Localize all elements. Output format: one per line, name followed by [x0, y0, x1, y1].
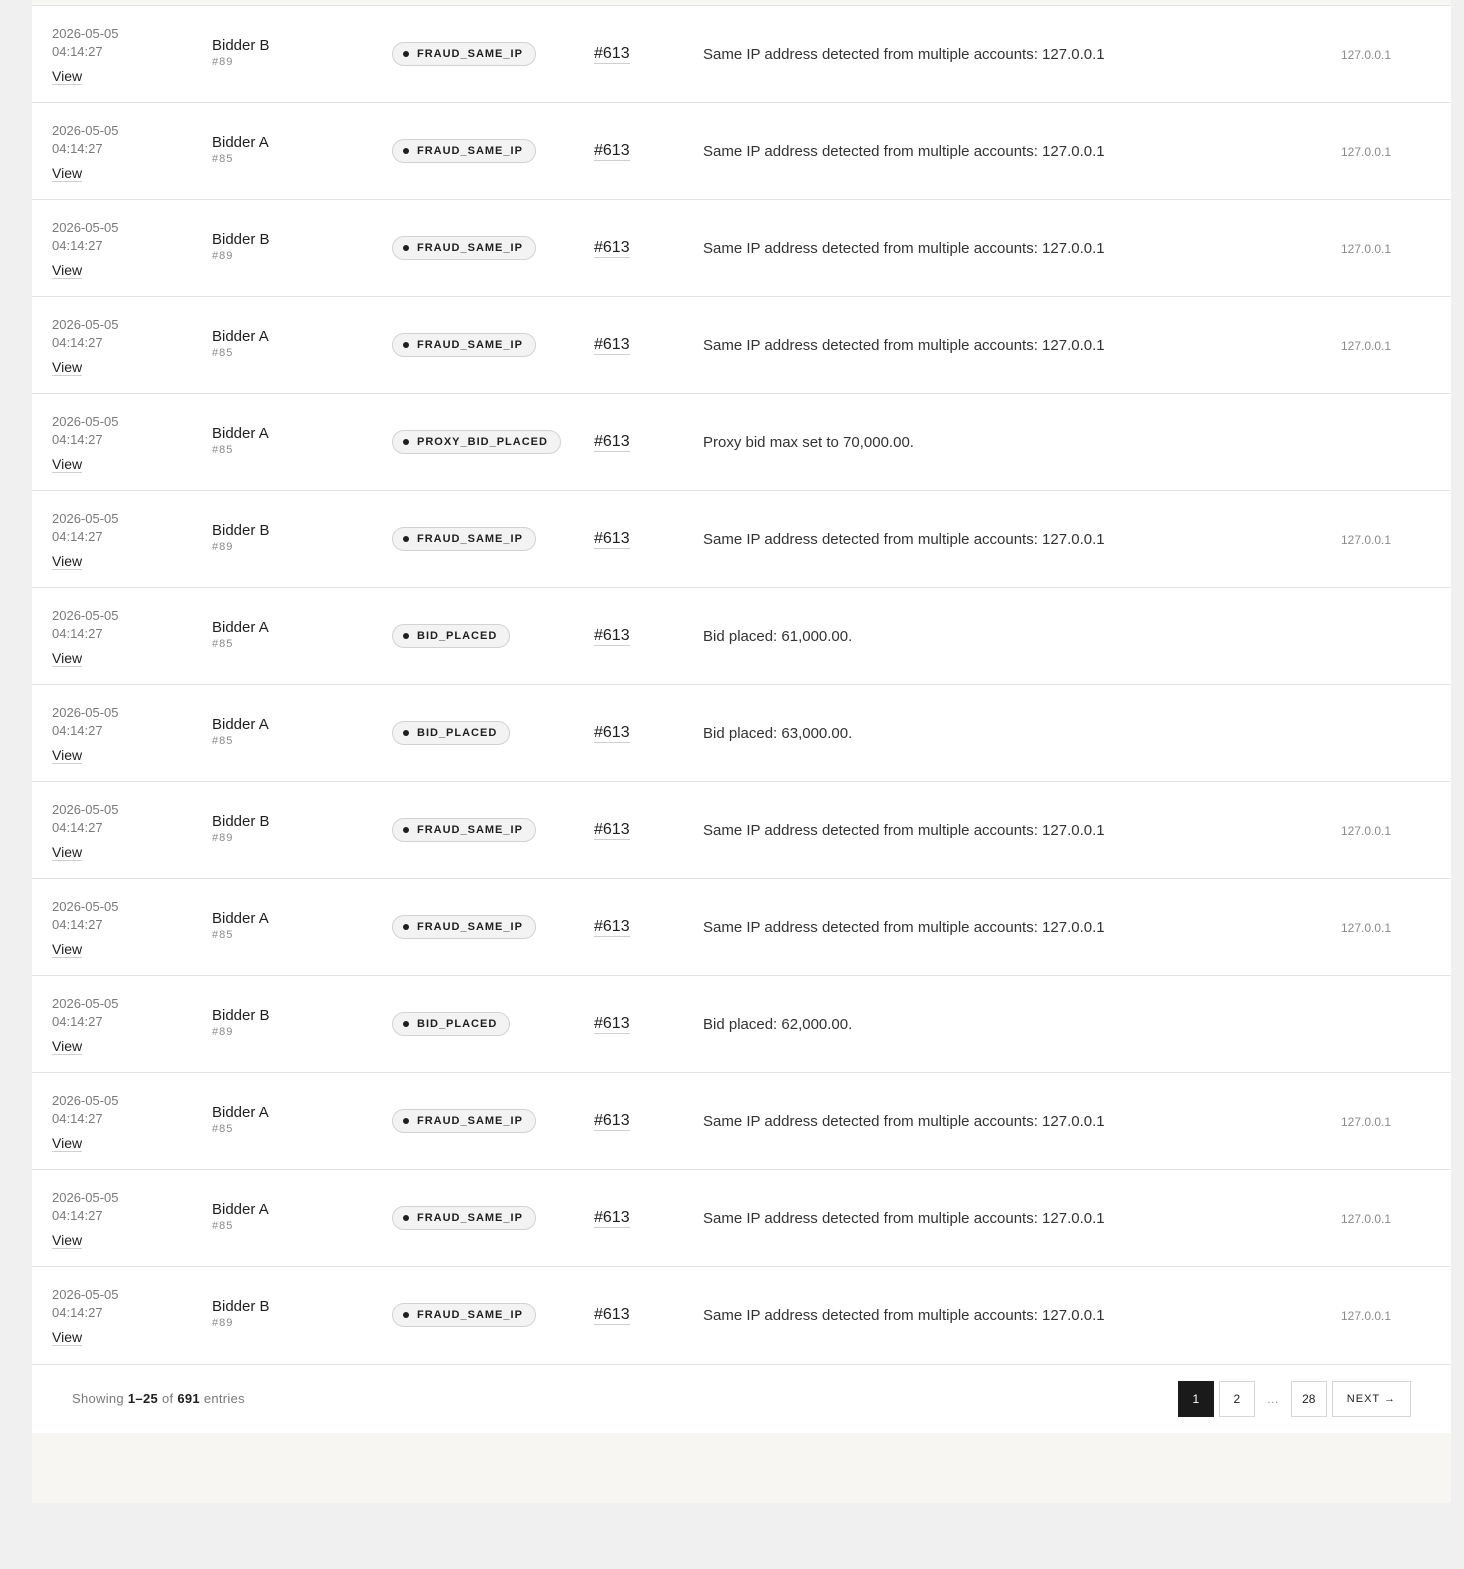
auction-ref-link[interactable]: #613 [594, 1306, 630, 1323]
log-time: 04:14:27 [52, 238, 103, 253]
event-type-badge [392, 818, 536, 842]
badge-dot-icon [403, 827, 409, 833]
event-type-badge [392, 624, 510, 648]
log-date: 2026-05-05 [52, 705, 119, 720]
entries-label: entries [203, 1391, 245, 1406]
log-date: 2026-05-05 [52, 511, 119, 526]
auction-ref-link[interactable]: #613 [594, 45, 630, 62]
user-cell [212, 716, 269, 748]
event-message: Same IP address detected from multiple accounts: 127.0.0.1 [703, 337, 1105, 354]
user-name: Bidder A [212, 328, 269, 345]
view-link[interactable]: View [52, 941, 83, 957]
log-time: 04:14:27 [52, 1208, 103, 1223]
pagination-ellipsis: … [1266, 1392, 1279, 1406]
user-name: Bidder A [212, 619, 269, 636]
event-message: Same IP address detected from multiple accounts: 127.0.0.1 [703, 240, 1105, 257]
log-time: 04:14:27 [52, 1111, 103, 1126]
event-type-badge [392, 1206, 536, 1230]
timestamp [52, 122, 119, 158]
log-time: 04:14:27 [52, 626, 103, 641]
timestamp [52, 704, 119, 740]
user-cell [212, 328, 269, 360]
event-type-label: FRAUD_SAME_IP [417, 921, 523, 933]
view-link[interactable]: View [52, 165, 83, 181]
user-id: #85 [212, 444, 234, 456]
ip-address: 127.0.0.1 [1341, 1212, 1392, 1226]
view-link[interactable]: View [52, 844, 83, 860]
view-link[interactable]: View [52, 553, 83, 569]
timestamp [52, 1092, 119, 1128]
event-message: Same IP address detected from multiple accounts: 127.0.0.1 [703, 531, 1105, 548]
user-cell [212, 619, 269, 651]
timestamp [52, 510, 119, 546]
user-id: #85 [212, 735, 234, 747]
table-row [32, 1073, 1451, 1170]
user-id: #85 [212, 1123, 234, 1135]
event-message: Same IP address detected from multiple accounts: 127.0.0.1 [703, 1210, 1105, 1227]
view-link[interactable]: View [52, 1232, 83, 1248]
user-id: #85 [212, 638, 234, 650]
auction-ref-link[interactable]: #613 [594, 1209, 630, 1226]
ip-address: 127.0.0.1 [1341, 242, 1392, 256]
log-date: 2026-05-05 [52, 1190, 119, 1205]
timestamp [52, 25, 119, 61]
log-time: 04:14:27 [52, 723, 103, 738]
log-date: 2026-05-05 [52, 899, 119, 914]
log-time: 04:14:27 [52, 141, 103, 156]
badge-dot-icon [403, 1021, 409, 1027]
event-type-label: BID_PLACED [417, 727, 498, 739]
auction-ref-link[interactable]: #613 [594, 1112, 630, 1129]
of-label: of [161, 1391, 174, 1406]
page-button-1[interactable]: 1 [1178, 1381, 1214, 1417]
table-footer [32, 1365, 1451, 1433]
user-id: #89 [212, 56, 234, 68]
event-type-badge [392, 915, 536, 939]
event-type-label: PROXY_BID_PLACED [417, 436, 548, 448]
badge-dot-icon [403, 1118, 409, 1124]
user-id: #85 [212, 1220, 234, 1232]
log-date: 2026-05-05 [52, 1287, 119, 1302]
table-row [32, 6, 1451, 103]
ip-address: 127.0.0.1 [1341, 145, 1392, 159]
badge-dot-icon [403, 1215, 409, 1221]
user-id: #89 [212, 250, 234, 262]
table-row [32, 685, 1451, 782]
log-date: 2026-05-05 [52, 802, 119, 817]
timestamp [52, 607, 119, 643]
showing-range: 1–25 [127, 1391, 159, 1406]
ip-address: 127.0.0.1 [1341, 533, 1392, 547]
event-type-label: FRAUD_SAME_IP [417, 824, 523, 836]
event-message: Bid placed: 63,000.00. [703, 725, 853, 742]
user-id: #89 [212, 832, 234, 844]
ip-address: 127.0.0.1 [1341, 824, 1392, 838]
ip-address: 127.0.0.1 [1341, 339, 1392, 353]
auction-ref-link[interactable]: #613 [594, 336, 630, 353]
badge-dot-icon [403, 1312, 409, 1318]
log-time: 04:14:27 [52, 432, 103, 447]
log-time: 04:14:27 [52, 335, 103, 350]
auction-ref-link[interactable]: #613 [594, 433, 630, 450]
user-cell [212, 1104, 269, 1136]
table-row [32, 879, 1451, 976]
timestamp [52, 413, 119, 449]
user-cell [212, 1201, 269, 1233]
log-date: 2026-05-05 [52, 220, 119, 235]
event-type-label: FRAUD_SAME_IP [417, 1212, 523, 1224]
user-cell [212, 134, 269, 166]
log-date: 2026-05-05 [52, 317, 119, 332]
log-time: 04:14:27 [52, 820, 103, 835]
user-name: Bidder B [212, 1007, 270, 1024]
event-message: Same IP address detected from multiple accounts: 127.0.0.1 [703, 822, 1105, 839]
log-date: 2026-05-05 [52, 123, 119, 138]
auction-ref-link[interactable]: #613 [594, 918, 630, 935]
user-name: Bidder B [212, 813, 270, 830]
event-type-label: FRAUD_SAME_IP [417, 48, 523, 60]
log-time: 04:14:27 [52, 917, 103, 932]
view-link[interactable]: View [52, 262, 83, 278]
timestamp [52, 316, 119, 352]
event-type-badge [392, 139, 536, 163]
timestamp [52, 1286, 119, 1322]
badge-dot-icon [403, 245, 409, 251]
table-row [32, 200, 1451, 297]
page-button-last[interactable]: 28 [1291, 1381, 1327, 1417]
table-row [32, 491, 1451, 588]
ip-address: 127.0.0.1 [1341, 921, 1392, 935]
ip-address: 127.0.0.1 [1341, 1115, 1392, 1129]
auction-ref-link[interactable]: #613 [594, 724, 630, 741]
log-time: 04:14:27 [52, 529, 103, 544]
event-message: Same IP address detected from multiple accounts: 127.0.0.1 [703, 1307, 1105, 1324]
auction-ref-link[interactable]: #613 [594, 821, 630, 838]
event-type-label: FRAUD_SAME_IP [417, 242, 523, 254]
view-link[interactable]: View [52, 1329, 83, 1345]
badge-dot-icon [403, 342, 409, 348]
user-name: Bidder A [212, 910, 269, 927]
view-link[interactable]: View [52, 1038, 83, 1054]
table-row [32, 976, 1451, 1073]
pagination [1173, 1381, 1411, 1417]
table-row [32, 782, 1451, 879]
user-name: Bidder A [212, 716, 269, 733]
event-message: Proxy bid max set to 70,000.00. [703, 434, 914, 451]
ip-address: 127.0.0.1 [1341, 1309, 1392, 1323]
user-name: Bidder B [212, 37, 270, 54]
showing-prefix: Showing [72, 1391, 124, 1406]
user-cell [212, 1007, 270, 1039]
log-time: 04:14:27 [52, 1305, 103, 1320]
event-message: Bid placed: 62,000.00. [703, 1016, 853, 1033]
total-entries: 691 [177, 1391, 200, 1406]
view-link[interactable]: View [52, 456, 83, 472]
badge-dot-icon [403, 633, 409, 639]
user-name: Bidder A [212, 1104, 269, 1121]
ip-address: 127.0.0.1 [1341, 48, 1392, 62]
log-time: 04:14:27 [52, 1014, 103, 1029]
event-type-badge [392, 1109, 536, 1133]
auction-ref-link[interactable]: #613 [594, 530, 630, 547]
event-message: Same IP address detected from multiple accounts: 127.0.0.1 [703, 46, 1105, 63]
log-date: 2026-05-05 [52, 414, 119, 429]
badge-dot-icon [403, 536, 409, 542]
event-type-label: BID_PLACED [417, 630, 498, 642]
auction-ref-link[interactable]: #613 [594, 239, 630, 256]
table-row [32, 297, 1451, 394]
event-type-badge [392, 1303, 536, 1327]
auction-ref-link[interactable]: #613 [594, 1015, 630, 1032]
log-date: 2026-05-05 [52, 996, 119, 1011]
event-type-label: FRAUD_SAME_IP [417, 1309, 523, 1321]
event-type-badge [392, 42, 536, 66]
user-name: Bidder A [212, 425, 269, 442]
log-time: 04:14:27 [52, 44, 103, 59]
user-id: #89 [212, 541, 234, 553]
table-row [32, 394, 1451, 491]
timestamp [52, 219, 119, 255]
view-link[interactable]: View [52, 359, 83, 375]
user-name: Bidder B [212, 1298, 270, 1315]
event-type-badge [392, 236, 536, 260]
timestamp [52, 801, 119, 837]
view-link[interactable]: View [52, 650, 83, 666]
page-button-2[interactable]: 2 [1219, 1381, 1255, 1417]
table-row [32, 588, 1451, 685]
user-cell [212, 910, 269, 942]
log-date: 2026-05-05 [52, 26, 119, 41]
badge-dot-icon [403, 924, 409, 930]
badge-dot-icon [403, 730, 409, 736]
user-name: Bidder A [212, 134, 269, 151]
view-link[interactable]: View [52, 1135, 83, 1151]
log-date: 2026-05-05 [52, 1093, 119, 1108]
table-row [32, 1267, 1451, 1365]
badge-dot-icon [403, 148, 409, 154]
view-link[interactable]: View [52, 747, 83, 763]
event-type-label: FRAUD_SAME_IP [417, 145, 523, 157]
view-link[interactable]: View [52, 68, 83, 84]
user-name: Bidder A [212, 1201, 269, 1218]
event-type-badge [392, 1012, 510, 1036]
user-name: Bidder B [212, 231, 270, 248]
badge-dot-icon [403, 51, 409, 57]
timestamp [52, 898, 119, 934]
table-row [32, 1170, 1451, 1267]
event-type-label: BID_PLACED [417, 1018, 498, 1030]
user-cell [212, 425, 269, 457]
event-type-badge [392, 721, 510, 745]
event-message: Same IP address detected from multiple accounts: 127.0.0.1 [703, 919, 1105, 936]
user-id: #89 [212, 1026, 234, 1038]
timestamp [52, 995, 119, 1031]
user-cell [212, 813, 270, 845]
user-cell [212, 231, 270, 263]
user-name: Bidder B [212, 522, 270, 539]
user-id: #85 [212, 347, 234, 359]
event-type-label: FRAUD_SAME_IP [417, 339, 523, 351]
badge-dot-icon [403, 439, 409, 445]
event-type-label: FRAUD_SAME_IP [417, 1115, 523, 1127]
user-cell [212, 1298, 270, 1330]
event-message: Same IP address detected from multiple accounts: 127.0.0.1 [703, 1113, 1105, 1130]
table-row [32, 103, 1451, 200]
audit-log-table [32, 5, 1451, 1365]
event-message: Bid placed: 61,000.00. [703, 628, 853, 645]
user-cell [212, 37, 270, 69]
user-id: #85 [212, 929, 234, 941]
timestamp [52, 1189, 119, 1225]
entries-summary [72, 1391, 245, 1406]
next-page-button[interactable]: NEXT → [1332, 1381, 1411, 1417]
user-id: #89 [212, 1317, 234, 1329]
log-date: 2026-05-05 [52, 608, 119, 623]
event-type-badge [392, 333, 536, 357]
event-message: Same IP address detected from multiple accounts: 127.0.0.1 [703, 143, 1105, 160]
audit-log-panel [32, 0, 1451, 1503]
event-type-badge [392, 527, 536, 551]
event-type-label: FRAUD_SAME_IP [417, 533, 523, 545]
auction-ref-link[interactable]: #613 [594, 627, 630, 644]
event-type-badge [392, 430, 561, 454]
user-cell [212, 522, 270, 554]
user-id: #85 [212, 153, 234, 165]
auction-ref-link[interactable]: #613 [594, 142, 630, 159]
